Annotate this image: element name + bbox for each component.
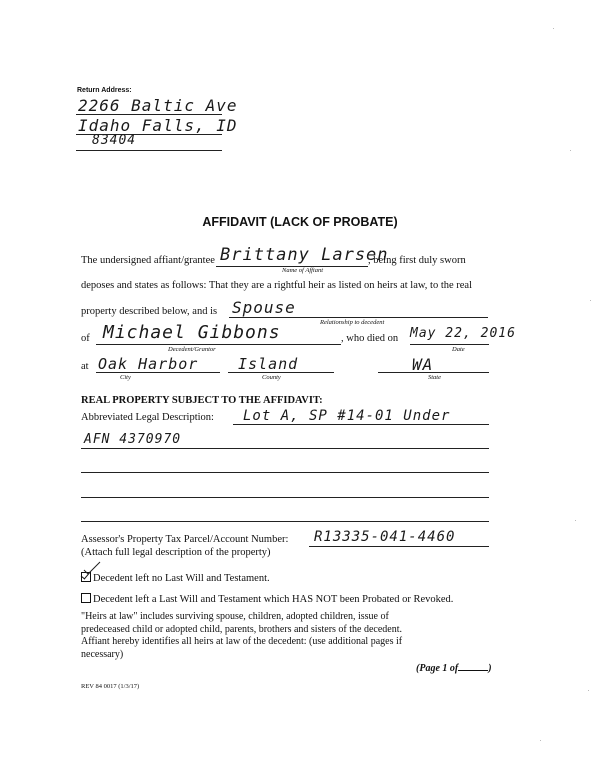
state-underline: [378, 372, 489, 373]
scan-speck: [588, 690, 589, 691]
legal-description-label: Abbreviated Legal Description:: [81, 412, 214, 423]
return-address-line3[interactable]: 83404: [92, 133, 137, 148]
death-date[interactable]: May 22, 2016: [410, 326, 516, 341]
parcel-underline: [309, 546, 489, 547]
scan-speck: [553, 28, 554, 29]
return-address-label: Return Address:: [77, 87, 132, 94]
legal-description-underline-1: [233, 424, 489, 425]
return-address-underline-1: [76, 114, 222, 115]
legal-description-underline-2: [81, 448, 489, 449]
state-caption: State: [428, 374, 441, 381]
heirs-paragraph-line: necessary): [81, 648, 124, 660]
state-value[interactable]: WA: [412, 355, 434, 374]
property-heading: REAL PROPERTY SUBJECT TO THE AFFIDAVIT:: [81, 395, 323, 406]
decedent-name[interactable]: Michael Gibbons: [103, 322, 281, 343]
depose-text: deposes and states as follows: That they are a rightful heir as listed on heirs at law, to the real: [81, 280, 473, 291]
of-label: of: [81, 333, 90, 344]
page-indicator-suffix: ): [488, 663, 492, 674]
city-value[interactable]: Oak Harbor: [98, 355, 199, 373]
county-caption: County: [262, 374, 281, 381]
decedent-name-underline: [96, 344, 341, 345]
attach-note: (Attach full legal description of the property): [81, 547, 271, 558]
property-relationship-text: property described below, and is: [81, 306, 218, 317]
document-title: AFFIDAVIT (LACK OF PROBATE): [202, 215, 398, 229]
affiant-intro-text: The undersigned affiant/grantee: [81, 255, 215, 266]
legal-description-line1[interactable]: Lot A, SP #14-01 Under: [243, 408, 451, 424]
scan-speck: [575, 520, 576, 521]
at-label: at: [81, 361, 89, 372]
city-caption: City: [120, 374, 131, 381]
affiant-sworn-text: , being first duly sworn: [368, 255, 466, 266]
decedent-caption: Decedent/Grantor: [168, 346, 216, 353]
died-on-text: , who died on: [341, 333, 399, 344]
legal-description-underline-5: [81, 521, 489, 522]
relationship-underline: [229, 317, 488, 318]
death-date-underline: [410, 344, 489, 345]
county-value[interactable]: Island: [238, 355, 299, 373]
heirs-paragraph-line: predeceased child or adopted child, parents, brothers and sisters of the decedent.: [81, 623, 402, 635]
legal-description-underline-4: [81, 497, 489, 498]
heirs-paragraph-line: "Heirs at law" includes surviving spouse, children, adopted children, issue of: [81, 611, 389, 622]
page-indicator-prefix: (Page 1 of: [416, 663, 459, 674]
parcel-label: Assessor's Property Tax Parcel/Account Number:: [81, 534, 289, 545]
relationship-value[interactable]: Spouse: [232, 298, 296, 317]
scan-speck: [570, 150, 571, 151]
parcel-value[interactable]: R13335-041-4460: [314, 529, 456, 545]
option-unprobated-will[interactable]: [81, 593, 453, 605]
unprobated-will-label: Decedent left a Last Will and Testament which HAS NOT been Probated or Revoked.: [93, 594, 454, 605]
date-caption: Date: [452, 346, 465, 353]
legal-description-line2[interactable]: AFN 4370970: [84, 432, 182, 447]
legal-description-underline-3: [81, 472, 489, 473]
unprobated-will-checkbox[interactable]: [81, 593, 91, 603]
page-indicator: [416, 661, 492, 674]
return-address-underline-3: [76, 150, 222, 151]
heirs-paragraph: [81, 611, 402, 661]
affiant-name[interactable]: Brittany Larsen: [220, 245, 389, 265]
relationship-caption: Relationship to decedent: [320, 319, 385, 326]
return-address-line2[interactable]: Idaho Falls, ID: [78, 116, 238, 135]
form-number: REV 84 0017 (1/3/17): [81, 683, 140, 690]
return-address-line1[interactable]: 2266 Baltic Ave: [78, 96, 238, 115]
affiant-name-caption: Name of Affiant: [282, 267, 324, 274]
scan-speck: [590, 300, 591, 301]
check-mark-icon: [82, 560, 102, 576]
total-pages-blank[interactable]: [458, 661, 488, 671]
option-no-will[interactable]: [81, 572, 270, 584]
heirs-paragraph-line: Affiant hereby identifies all heirs at law of the decedent: (use additional pages if: [81, 636, 403, 647]
scan-speck: [540, 740, 541, 741]
no-will-label: Decedent left no Last Will and Testament.: [93, 573, 270, 584]
